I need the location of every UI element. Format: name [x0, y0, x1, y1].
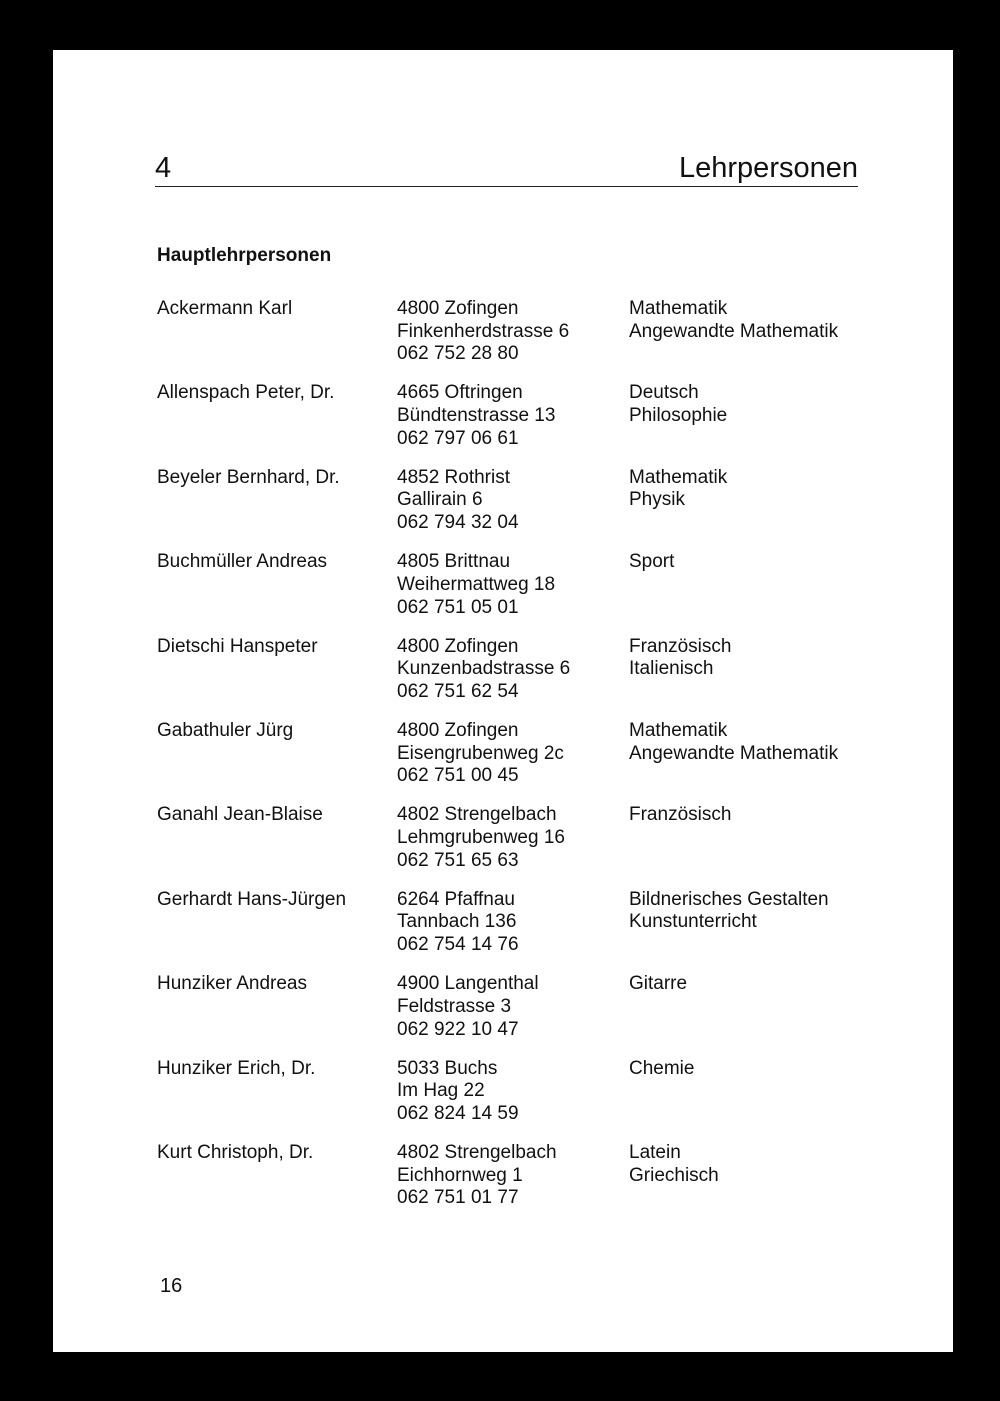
teacher-street: Tannbach 136	[397, 911, 517, 933]
teacher-entry	[157, 298, 877, 382]
teacher-street: Im Hag 22	[397, 1080, 485, 1102]
teacher-address	[397, 889, 622, 957]
teacher-subjects	[629, 889, 877, 934]
teacher-phone: 062 752 28 80	[397, 343, 519, 365]
teacher-subjects	[629, 1142, 877, 1187]
teacher-address	[397, 973, 622, 1041]
teacher-subjects	[629, 973, 877, 996]
teacher-phone: 062 751 01 77	[397, 1187, 519, 1209]
teacher-entry	[157, 973, 877, 1057]
teacher-street: Feldstrasse 3	[397, 995, 512, 1017]
teacher-subjects	[629, 551, 877, 574]
teacher-phone: 062 751 00 45	[397, 765, 519, 787]
teacher-subject: Bildnerisches Gestalten	[629, 888, 829, 910]
teacher-subjects	[629, 382, 877, 427]
teacher-name: Gerhardt Hans-Jürgen	[157, 888, 347, 910]
teacher-city: 4802 Strengelbach	[397, 1141, 557, 1163]
teacher-name: Ackermann Karl	[157, 298, 293, 319]
teacher-entry	[157, 467, 877, 551]
teacher-entry	[157, 382, 877, 466]
teacher-name: Gabathuler Jürg	[157, 719, 294, 741]
teacher-city: 4900 Langenthal	[397, 973, 539, 995]
section-title: Hauptlehrpersonen	[157, 245, 332, 266]
teacher-entry	[157, 636, 877, 720]
teacher-list	[157, 298, 877, 1226]
teacher-address	[397, 636, 622, 704]
teacher-name: Beyeler Bernhard, Dr.	[157, 466, 340, 488]
teacher-city: 4800 Zofingen	[397, 719, 519, 741]
teacher-phone: 062 794 32 04	[397, 512, 519, 534]
teacher-subject: Mathematik	[629, 298, 728, 319]
teacher-subject: Kunstunterricht	[629, 911, 757, 933]
teacher-street: Weihermattweg 18	[397, 573, 556, 595]
teacher-entry	[157, 804, 877, 888]
teacher-name: Ganahl Jean-Blaise	[157, 804, 323, 826]
teacher-address	[397, 1058, 622, 1126]
teacher-subject: Französisch	[629, 635, 732, 657]
teacher-street: Bündtenstrasse 13	[397, 405, 556, 427]
teacher-city: 4800 Zofingen	[397, 635, 519, 657]
teacher-entry	[157, 889, 877, 973]
teacher-subject: Sport	[629, 551, 675, 573]
teacher-subject: Latein	[629, 1141, 681, 1163]
teacher-entry	[157, 1142, 877, 1226]
teacher-subject: Angewandte Mathematik	[629, 320, 839, 342]
teacher-subject: Mathematik	[629, 719, 728, 741]
teacher-subject: Gitarre	[629, 973, 688, 995]
teacher-subject: Italienisch	[629, 658, 714, 680]
teacher-subjects	[629, 1058, 877, 1081]
teacher-phone: 062 824 14 59	[397, 1102, 519, 1124]
teacher-subject: Chemie	[629, 1057, 695, 1079]
teacher-subjects	[629, 298, 877, 343]
teacher-phone: 062 922 10 47	[397, 1018, 519, 1040]
teacher-address	[397, 551, 622, 619]
teacher-address	[397, 467, 622, 535]
chapter-number: 4	[155, 152, 172, 184]
teacher-street: Eichhornweg 1	[397, 1164, 523, 1186]
teacher-entry	[157, 720, 877, 804]
teacher-city: 4665 Oftringen	[397, 382, 523, 404]
teacher-name: Hunziker Erich, Dr.	[157, 1057, 316, 1079]
chapter-header	[155, 146, 858, 187]
teacher-subject: Französisch	[629, 804, 732, 826]
teacher-entry	[157, 551, 877, 635]
teacher-name: Buchmüller Andreas	[157, 551, 328, 573]
teacher-subject: Griechisch	[629, 1164, 719, 1186]
teacher-subject: Angewandte Mathematik	[629, 742, 839, 764]
teacher-phone: 062 751 62 54	[397, 680, 519, 702]
teacher-address	[397, 382, 622, 450]
teacher-subjects	[629, 804, 877, 827]
teacher-subjects	[629, 720, 877, 765]
teacher-address	[397, 720, 622, 788]
teacher-phone: 062 751 05 01	[397, 596, 519, 618]
teacher-city: 4852 Rothrist	[397, 466, 511, 488]
teacher-street: Gallirain 6	[397, 489, 483, 511]
teacher-street: Lehmgrubenweg 16	[397, 827, 565, 849]
teacher-entry	[157, 1058, 877, 1142]
teacher-street: Finkenherdstrasse 6	[397, 320, 570, 342]
teacher-subject: Physik	[629, 489, 685, 511]
teacher-city: 4802 Strengelbach	[397, 804, 557, 826]
teacher-subjects	[629, 636, 877, 681]
teacher-phone: 062 754 14 76	[397, 934, 519, 956]
teacher-address	[397, 1142, 622, 1210]
teacher-city: 4805 Brittnau	[397, 551, 511, 573]
page-number: 16	[160, 1275, 183, 1297]
teacher-phone: 062 797 06 61	[397, 427, 519, 449]
teacher-subjects	[629, 467, 877, 512]
teacher-city: 5033 Buchs	[397, 1057, 498, 1079]
teacher-name: Allenspach Peter, Dr.	[157, 382, 335, 404]
teacher-address	[397, 298, 622, 366]
teacher-street: Kunzenbadstrasse 6	[397, 658, 571, 680]
document-page	[53, 50, 953, 1352]
teacher-subject: Philosophie	[629, 405, 728, 427]
teacher-city: 4800 Zofingen	[397, 298, 519, 319]
teacher-name: Dietschi Hanspeter	[157, 635, 318, 657]
teacher-subject: Deutsch	[629, 382, 699, 404]
chapter-title: Lehrpersonen	[679, 152, 858, 184]
teacher-name: Hunziker Andreas	[157, 973, 307, 995]
teacher-address	[397, 804, 622, 872]
teacher-city: 6264 Pfaffnau	[397, 888, 515, 910]
teacher-street: Eisengrubenweg 2c	[397, 742, 564, 764]
teacher-phone: 062 751 65 63	[397, 849, 519, 871]
teacher-subject: Mathematik	[629, 466, 728, 488]
teacher-name: Kurt Christoph, Dr.	[157, 1141, 314, 1163]
